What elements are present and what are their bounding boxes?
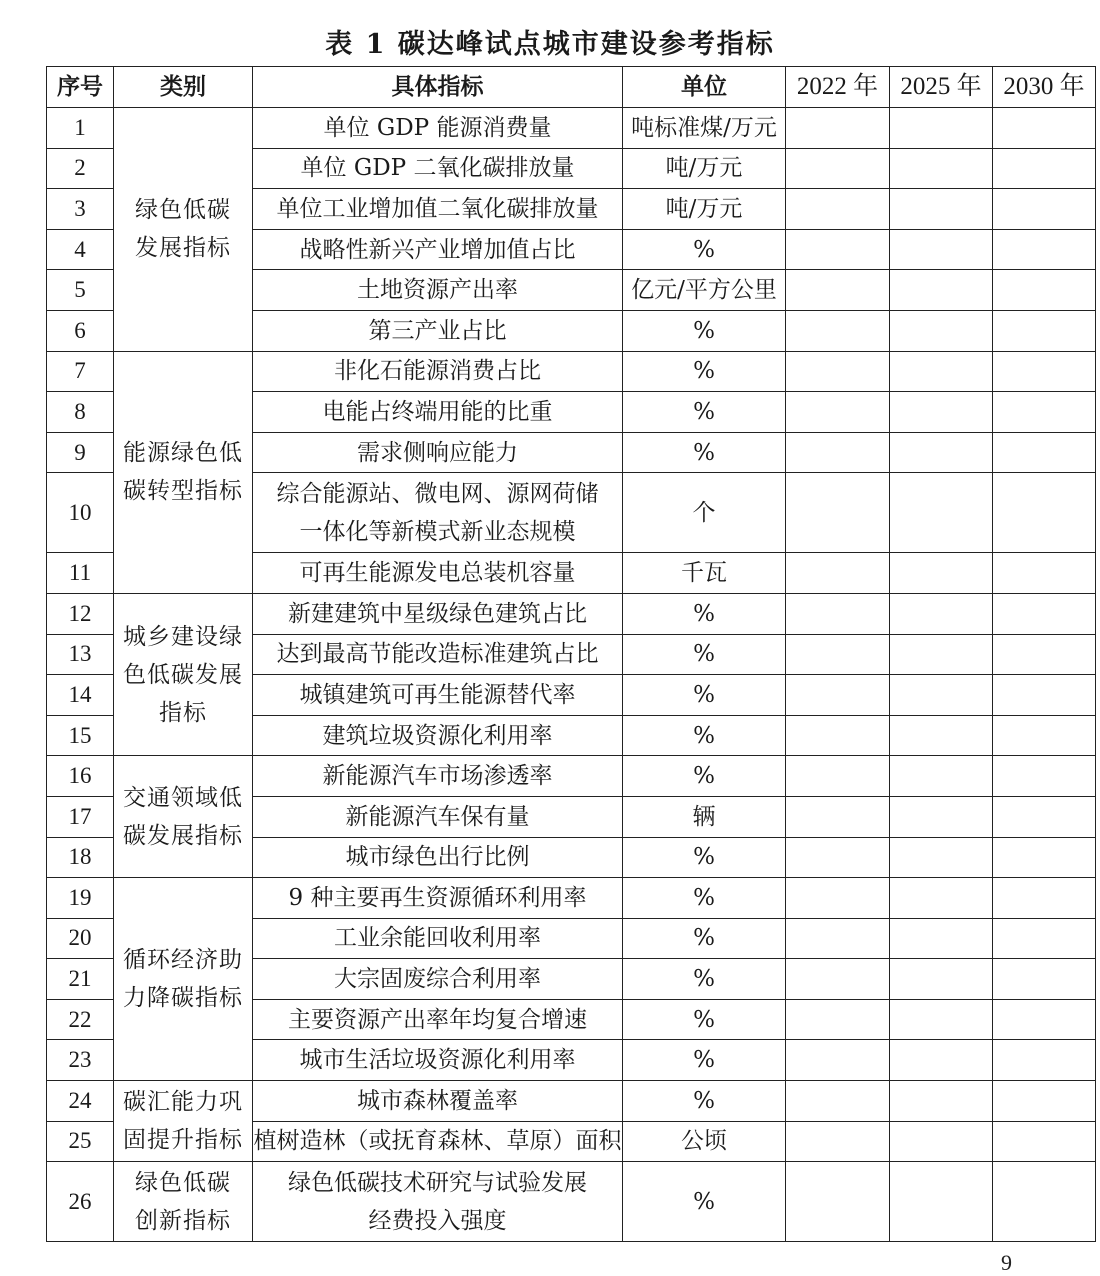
- indicator-cell: [253, 796, 623, 837]
- header-unit: 单位: [623, 67, 786, 108]
- value-cell-2025: [890, 392, 993, 433]
- indicator-line: 城镇建筑可再生能源替代率: [299, 681, 576, 708]
- value-cell-2022: [786, 837, 890, 878]
- indicator-cell: [253, 593, 623, 634]
- row-seq: 23: [47, 1040, 114, 1081]
- value-cell-2022: [786, 270, 890, 311]
- row-seq: 12: [47, 593, 114, 634]
- indicator-line: 主要资源产出率年均复合增速: [288, 1006, 587, 1033]
- row-seq: 3: [47, 189, 114, 230]
- category-line: 发展指标: [135, 235, 231, 262]
- value-cell-2030: [993, 392, 1096, 433]
- unit-cell: 吨/万元: [623, 189, 786, 230]
- indicator-cell: [253, 878, 623, 919]
- unit-cell: %: [623, 878, 786, 919]
- value-cell-2030: [993, 593, 1096, 634]
- value-cell-2025: [890, 108, 993, 149]
- value-cell-2030: [993, 1081, 1096, 1122]
- indicator-cell: [253, 675, 623, 716]
- indicator-line: 电能占终端用能的比重: [322, 398, 553, 425]
- category-line: 绿色低碳: [135, 1169, 231, 1196]
- indicator-line: 经费投入强度: [368, 1207, 507, 1234]
- row-seq: 1: [47, 108, 114, 149]
- category-cell: [114, 1162, 253, 1242]
- value-cell-2025: [890, 1040, 993, 1081]
- value-cell-2025: [890, 351, 993, 392]
- indicator-table: [46, 66, 1096, 1242]
- indicator-cell: [253, 634, 623, 675]
- table-row: [47, 351, 1096, 392]
- header-indicator: 具体指标: [253, 67, 623, 108]
- indicator-line: 新能源汽车市场渗透率: [322, 763, 553, 790]
- row-seq: 13: [47, 634, 114, 675]
- row-seq: 26: [47, 1162, 114, 1242]
- value-cell-2022: [786, 1040, 890, 1081]
- indicator-line: 一体化等新模式新业态规模: [299, 518, 576, 545]
- value-cell-2025: [890, 675, 993, 716]
- row-seq: 2: [47, 148, 114, 189]
- category-line: 色低碳发展: [123, 661, 243, 688]
- value-cell-2030: [993, 999, 1096, 1040]
- table-row: [47, 593, 1096, 634]
- page-number: 9: [1001, 1250, 1012, 1275]
- value-cell-2030: [993, 310, 1096, 351]
- category-cell: [114, 1081, 253, 1162]
- value-cell-2030: [993, 270, 1096, 311]
- value-cell-2022: [786, 756, 890, 797]
- value-cell-2030: [993, 675, 1096, 716]
- indicator-line: 建筑垃圾资源化利用率: [322, 722, 553, 749]
- row-seq: 25: [47, 1121, 114, 1162]
- indicator-line: 植树造林（或抚育森林、草原）面积: [253, 1128, 622, 1155]
- value-cell-2030: [993, 432, 1096, 473]
- value-cell-2025: [890, 999, 993, 1040]
- value-cell-2022: [786, 148, 890, 189]
- row-seq: 5: [47, 270, 114, 311]
- value-cell-2022: [786, 999, 890, 1040]
- row-seq: 18: [47, 837, 114, 878]
- indicator-cell: [253, 837, 623, 878]
- indicator-cell: [253, 553, 623, 594]
- value-cell-2022: [786, 1121, 890, 1162]
- unit-cell: 公顷: [623, 1121, 786, 1162]
- value-cell-2030: [993, 189, 1096, 230]
- value-cell-2022: [786, 1162, 890, 1242]
- category-cell: [114, 878, 253, 1081]
- value-cell-2030: [993, 108, 1096, 149]
- indicator-cell: [253, 351, 623, 392]
- value-cell-2022: [786, 310, 890, 351]
- value-cell-2022: [786, 473, 890, 553]
- table-row: [47, 1162, 1096, 1242]
- indicator-cell: [253, 756, 623, 797]
- indicator-line: 绿色低碳技术研究与试验发展: [288, 1169, 587, 1196]
- value-cell-2022: [786, 392, 890, 433]
- value-cell-2030: [993, 918, 1096, 959]
- indicator-line: 新能源汽车保有量: [345, 803, 530, 830]
- value-cell-2030: [993, 1162, 1096, 1242]
- indicator-line: 土地资源产出率: [357, 277, 518, 304]
- indicator-line: 综合能源站、微电网、源网荷储: [276, 480, 599, 507]
- value-cell-2030: [993, 229, 1096, 270]
- row-seq: 15: [47, 715, 114, 756]
- value-cell-2030: [993, 473, 1096, 553]
- row-seq: 8: [47, 392, 114, 433]
- value-cell-2030: [993, 553, 1096, 594]
- row-seq: 4: [47, 229, 114, 270]
- indicator-line: 需求侧响应能力: [357, 439, 518, 466]
- row-seq: 20: [47, 918, 114, 959]
- value-cell-2022: [786, 229, 890, 270]
- value-cell-2025: [890, 959, 993, 1000]
- unit-cell: %: [623, 432, 786, 473]
- value-cell-2030: [993, 351, 1096, 392]
- category-line: 力降碳指标: [123, 985, 243, 1012]
- category-line: 碳发展指标: [123, 822, 243, 849]
- indicator-line: 9 种主要再生资源循环利用率: [288, 884, 587, 911]
- value-cell-2022: [786, 715, 890, 756]
- category-line: 碳汇能力巩: [123, 1089, 243, 1116]
- value-cell-2030: [993, 634, 1096, 675]
- value-cell-2030: [993, 1121, 1096, 1162]
- row-seq: 10: [47, 473, 114, 553]
- category-line: 城乡建设绿: [123, 623, 243, 650]
- category-line: 碳转型指标: [123, 478, 243, 505]
- unit-cell: %: [623, 310, 786, 351]
- unit-cell: 个: [623, 473, 786, 553]
- unit-cell: %: [623, 959, 786, 1000]
- category-cell: [114, 108, 253, 352]
- row-seq: 19: [47, 878, 114, 919]
- row-seq: 14: [47, 675, 114, 716]
- unit-cell: %: [623, 837, 786, 878]
- value-cell-2025: [890, 148, 993, 189]
- unit-cell: %: [623, 918, 786, 959]
- category-line: 固提升指标: [123, 1127, 243, 1154]
- indicator-cell: [253, 999, 623, 1040]
- header-2025: 2025 年: [890, 67, 993, 108]
- unit-cell: %: [623, 675, 786, 716]
- value-cell-2022: [786, 796, 890, 837]
- table-row: [47, 1081, 1096, 1122]
- unit-cell: %: [623, 1162, 786, 1242]
- header-row: [47, 67, 1096, 108]
- value-cell-2025: [890, 715, 993, 756]
- value-cell-2025: [890, 229, 993, 270]
- value-cell-2030: [993, 756, 1096, 797]
- unit-cell: 吨/万元: [623, 148, 786, 189]
- indicator-cell: [253, 189, 623, 230]
- unit-cell: %: [623, 715, 786, 756]
- unit-cell: 辆: [623, 796, 786, 837]
- indicator-cell: [253, 959, 623, 1000]
- indicator-cell: [253, 1040, 623, 1081]
- value-cell-2022: [786, 959, 890, 1000]
- value-cell-2025: [890, 553, 993, 594]
- indicator-line: 单位 GDP 能源消费量: [323, 114, 552, 141]
- indicator-cell: [253, 1162, 623, 1242]
- unit-cell: 千瓦: [623, 553, 786, 594]
- row-seq: 24: [47, 1081, 114, 1122]
- table-row: [47, 108, 1096, 149]
- value-cell-2022: [786, 189, 890, 230]
- indicator-line: 第三产业占比: [368, 317, 507, 344]
- value-cell-2025: [890, 796, 993, 837]
- indicator-line: 城市生活垃圾资源化利用率: [299, 1047, 576, 1074]
- value-cell-2022: [786, 918, 890, 959]
- indicator-cell: [253, 918, 623, 959]
- unit-cell: %: [623, 229, 786, 270]
- value-cell-2022: [786, 593, 890, 634]
- value-cell-2025: [890, 878, 993, 919]
- value-cell-2025: [890, 1081, 993, 1122]
- unit-cell: %: [623, 392, 786, 433]
- value-cell-2030: [993, 837, 1096, 878]
- table-title: 表 1 碳达峰试点城市建设参考指标: [325, 29, 775, 60]
- category-line: 能源绿色低: [123, 440, 243, 467]
- indicator-line: 单位工业增加值二氧化碳排放量: [276, 195, 599, 222]
- table-body: [47, 108, 1096, 1242]
- row-seq: 7: [47, 351, 114, 392]
- value-cell-2025: [890, 837, 993, 878]
- value-cell-2025: [890, 593, 993, 634]
- header-2022: 2022 年: [786, 67, 890, 108]
- value-cell-2022: [786, 432, 890, 473]
- indicator-line: 大宗固废综合利用率: [334, 966, 541, 993]
- value-cell-2030: [993, 715, 1096, 756]
- indicator-cell: [253, 715, 623, 756]
- value-cell-2022: [786, 553, 890, 594]
- value-cell-2030: [993, 878, 1096, 919]
- unit-cell: %: [623, 999, 786, 1040]
- row-seq: 17: [47, 796, 114, 837]
- unit-cell: %: [623, 1081, 786, 1122]
- value-cell-2022: [786, 351, 890, 392]
- value-cell-2025: [890, 1121, 993, 1162]
- unit-cell: %: [623, 593, 786, 634]
- row-seq: 11: [47, 553, 114, 594]
- value-cell-2025: [890, 634, 993, 675]
- unit-cell: %: [623, 634, 786, 675]
- indicator-cell: [253, 1121, 623, 1162]
- header-seq: 序号: [47, 67, 114, 108]
- indicator-line: 城市森林覆盖率: [357, 1087, 518, 1114]
- value-cell-2022: [786, 878, 890, 919]
- indicator-line: 战略性新兴产业增加值占比: [299, 236, 576, 263]
- indicator-cell: [253, 270, 623, 311]
- category-line: 循环经济助: [123, 947, 243, 974]
- indicator-cell: [253, 392, 623, 433]
- table-row: [47, 878, 1096, 919]
- value-cell-2022: [786, 108, 890, 149]
- indicator-line: 可再生能源发电总装机容量: [299, 560, 576, 587]
- indicator-line: 非化石能源消费占比: [334, 358, 541, 385]
- value-cell-2022: [786, 675, 890, 716]
- indicator-cell: [253, 310, 623, 351]
- table-row: [47, 756, 1096, 797]
- row-seq: 16: [47, 756, 114, 797]
- header-category: 类别: [114, 67, 253, 108]
- indicator-cell: [253, 1081, 623, 1122]
- value-cell-2030: [993, 796, 1096, 837]
- indicator-line: 工业余能回收利用率: [334, 925, 541, 952]
- value-cell-2022: [786, 634, 890, 675]
- value-cell-2025: [890, 270, 993, 311]
- indicator-line: 单位 GDP 二氧化碳排放量: [300, 155, 575, 182]
- value-cell-2025: [890, 432, 993, 473]
- header-2030: 2030 年: [993, 67, 1096, 108]
- value-cell-2025: [890, 1162, 993, 1242]
- indicator-cell: [253, 473, 623, 553]
- row-seq: 9: [47, 432, 114, 473]
- value-cell-2030: [993, 959, 1096, 1000]
- category-line: 指标: [159, 699, 207, 726]
- unit-cell: %: [623, 351, 786, 392]
- category-line: 交通领域低: [123, 784, 243, 811]
- row-seq: 21: [47, 959, 114, 1000]
- value-cell-2025: [890, 756, 993, 797]
- unit-cell: %: [623, 756, 786, 797]
- value-cell-2025: [890, 189, 993, 230]
- indicator-cell: [253, 108, 623, 149]
- indicator-line: 新建建筑中星级绿色建筑占比: [288, 600, 587, 627]
- category-line: 创新指标: [135, 1207, 231, 1234]
- value-cell-2030: [993, 148, 1096, 189]
- value-cell-2025: [890, 918, 993, 959]
- category-cell: [114, 593, 253, 755]
- unit-cell: %: [623, 1040, 786, 1081]
- category-cell: [114, 756, 253, 878]
- indicator-line: 城市绿色出行比例: [345, 844, 530, 871]
- value-cell-2022: [786, 1081, 890, 1122]
- indicator-cell: [253, 432, 623, 473]
- value-cell-2025: [890, 310, 993, 351]
- indicator-cell: [253, 229, 623, 270]
- row-seq: 22: [47, 999, 114, 1040]
- indicator-line: 达到最高节能改造标准建筑占比: [276, 641, 599, 668]
- indicator-cell: [253, 148, 623, 189]
- category-line: 绿色低碳: [135, 197, 231, 224]
- row-seq: 6: [47, 310, 114, 351]
- unit-cell: 吨标准煤/万元: [623, 108, 786, 149]
- value-cell-2025: [890, 473, 993, 553]
- value-cell-2030: [993, 1040, 1096, 1081]
- unit-cell: 亿元/平方公里: [623, 270, 786, 311]
- category-cell: [114, 351, 253, 593]
